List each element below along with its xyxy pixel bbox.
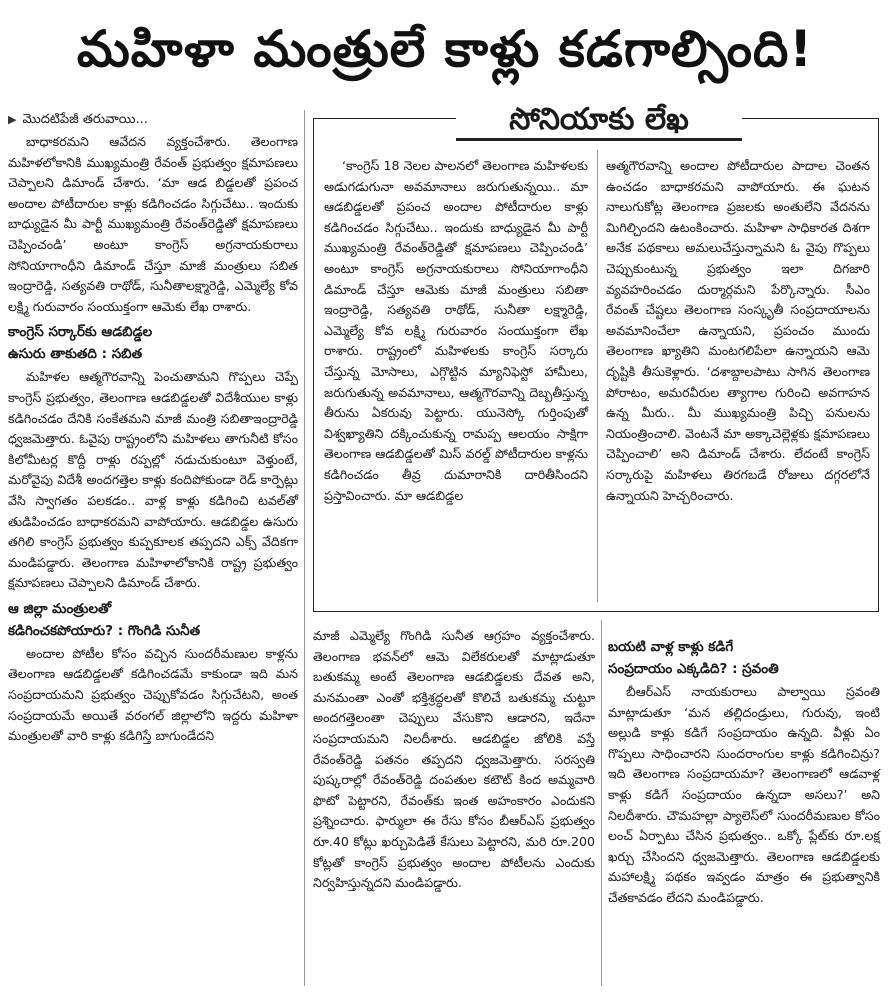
subhead-sunitha-line2: కడిగించకపోయారు? : గొంగిడి సునీత bbox=[8, 622, 201, 639]
right-lower-column bbox=[608, 632, 880, 909]
right-lower-paragraph: బీఆర్‌ఎస్ నాయకురాలు పాల్వాయి స్రవంతి మాట్లాడుతూ ‘మన తల్లిదండ్రులు, గురువు, ఇంటి అల్లుడి కాళ్లు కడిగే సంప్రదాయం ఉన్నది. వీళ్లు ఏం గొప్పలు సాధించారని సుందరాంగుల కాళ్లు కడిగించిన్రు? ఇది తెలంగాణ సంప్రదాయమా? తెలంగాణలో ఆడవాళ్ల కాళ్లు కడిగే సంప్రదాయం ఉన్నదా అసలు?’ అని నిలదీశారు. చౌమహల్లా ప్యాలెస్‌లో సుందరీమణుల కోసం లంచ్ ఏర్పాటు చేసిన ప్రభుత్వం.. ఒక్కో ప్లేట్‌కు రూ.లక్ష ఖర్చు చేసిందని ధ్వజమెత్తారు. తెలంగాణ ఆడబిడ్డలకు మహాలక్ష్మి పథకం ఇవ్వడం మాత్రం ఈ ప్రభుత్వానికి చేతకావడం లేదని మండిపడ్డారు. bbox=[608, 684, 880, 905]
box-title: సోనియాకు లేఖ bbox=[456, 100, 742, 140]
subhead-sravanthi-line2: సంప్రదాయం ఎక్కడిది? : స్రవంతి bbox=[608, 661, 779, 677]
subhead-sunitha bbox=[8, 598, 298, 642]
box-column-1 bbox=[324, 156, 588, 506]
middle-lower-paragraph: మాజీ ఎమ్మెల్యే గొంగిడి సునీత ఆగ్రహం వ్యక్తంచేశారు. తెలంగాణ భవన్‌లో ఆమె విలేకరులతో మాట్లాడుతూ బతుకమ్మ అంటే తెలంగాణ ఆడబిడ్డలకు దేవత అని, మనమంతా ఎంతో భక్తిశ్రద్ధలతో కొలిచే బతుకమ్మ చుట్టూ అందగత్తెలంతా చెప్పులు వేసుకొని ఆడారని, ఇదేనా సంప్రదాయమని నిలదీశారు. ఆడబిడ్డల జోలికి వస్తే రేవంత్‌రెడ్డి పతనం తప్పదని ధ్వజమెత్తారు. సరస్వతి పుష్కరాల్లో రేవంత్‌రెడ్డి దంపతుల కటౌట్ కింద అమ్మవారి ఫొటో పెట్టారని, రేవంత్‌కు ఇంత అహంకారం ఎందుకని ప్రశ్నించారు. ఫార్ములా ఈ రేసు కోసం బీఆర్‌ఎస్ ప్రభుత్వం రూ.40 కోట్లు ఖర్చుపెడితే కేసులు పెట్టారని, మరి రూ.200 కోట్లతో కాంగ్రెస్ ప్రభుత్వం అందాల పోటీలను ఎందుకు నిర్వహిస్తున్నదని మండిపడ్డారు. bbox=[313, 628, 595, 891]
subhead-sravanthi-line1: బయటి వాళ్ల కాళ్లు కడిగే bbox=[608, 639, 734, 655]
left-column bbox=[8, 132, 298, 747]
left-paragraph-sabitha: మహిళల ఆత్మగౌరవాన్ని పెంచుతామని గొప్పలు చెప్పే కాంగ్రెస్ ప్రభుత్వం, తెలంగాణ ఆడబిడ్డలతో విదేశీయుల కాళ్లు కడిగించడం దేనికి సంకేతమని మాజీ మంత్రి సబితాఇంద్రారెడ్డి ధ్వజమెత్తారు. ఓవైపు రాష్ట్రంలోని మహిళలు తాగునీటి కోసం కిలోమీటర్ల కొద్దీ రాళ్లు రప్పల్లో నడుచుకుంటూ వెళ్తుంటే, మరోవైపు విదేశీ అందగత్తెల కాళ్లు కందిపోకుండా రెడ్ కార్పెట్లు వేసి స్వాగతం పలకడం.. వాళ్ల కాళ్లు కడిగించి టవల్‌తో తుడిపించడం బాధాకరమని వాపోయారు. ఆడబిడ్డల ఉసురు తగిలి కాంగ్రెస్ ప్రభుత్వం కుప్పకూలక తప్పదని ఎక్స్ వేదికగా మండిపడ్డారు. తెలంగాణ మహిళాలోకానికి రాష్ట్ర ప్రభుత్వం క్షమాపణలు చెప్పాలని డిమాండ్ చేశారు. bbox=[8, 369, 298, 591]
kicker bbox=[8, 110, 148, 130]
subhead-sravanthi bbox=[608, 636, 880, 680]
left-paragraph-sunitha: అందాల పోటీల కోసం వచ్చిన సుందరీమణుల కాళ్లను తెలంగాణ ఆడబిడ్డలతో కడిగించడమే కాకుండా ఇది మన సంప్రదాయమని ప్రభుత్వం చెప్పుకోవడం సిగ్గుచేటని, అంత సంప్రదాయమే అయితే వరంగల్ జిల్లాలోని ఇద్దరు మహిళా మంత్రులతో వారి కాళ్లు కడిగిస్తే బాగుండేదని bbox=[8, 645, 298, 744]
subhead-sunitha-line1: ఆ జిల్లా మంత్రులతో bbox=[8, 600, 112, 617]
box-title-underline bbox=[456, 138, 742, 141]
kicker-text: మొదటిపేజీ తరువాయి... bbox=[22, 112, 148, 127]
box-column-2 bbox=[606, 156, 870, 506]
headline: మహిళా మంత్రులే కాళ్లు కడగాల్సింది! bbox=[76, 20, 814, 78]
subhead-sabitha-line1: కాంగ్రెస్ సర్కార్‌కు ఆడబిడ్డల bbox=[8, 324, 153, 341]
chevron-right-icon: ▶ bbox=[8, 113, 17, 126]
box-paragraph-2: ఆత్మగౌరవాన్ని అందాల పోటీదారుల పాదాల చెంతన ఉంచడం బాధాకరమని వాపోయారు. ఈ ఘటన నాలుగుకోట్ల తెలంగాణ ప్రజలకు అంతులేని వేదనను మిగిల్చిందని ఉటంకించారు. మహిళా సాధికారత దిశగా అనేక పథకాలు అమలుచేస్తున్నామని ఓ వైపు గొప్పలు చెప్పుకుంటున్న ప్రభుత్వం ఇలా దిగజారి వ్యవహరించడం దుర్మార్గమని పేర్కొన్నారు. సీఎం రేవంత్ చేష్టలు తెలంగాణ సంస్కృతీ సంప్రదాయాలను అవమానించేలా ఉన్నాయని, ప్రపంచం ముందు తెలంగాణ ఖ్యాతిని మంటగలిపేలా ఉన్నాయని ఆమె దృష్టికి తీసుకెళ్లారు. ‘దశాబ్దాలపాటు సాగిన తెలంగాణ పోరాటం, అమరవీరుల త్యాగాల గురించి అవగాహన ఉన్న మీరు.. మీ ముఖ్యమంత్రి పిచ్చి పనులను నియంత్రించాలి. వెంటనే మా అక్కాచెల్లెళ్లకు క్షమాపణలు చెప్పించాలి’ అని డిమాండ్ చేశారు. లేదంటే కాంగ్రెస్ సర్కారుపై మహిళలు తిరగబడే రోజులు దగ్గరలోనే ఉన్నాయని హెచ్చరించారు. bbox=[606, 158, 870, 503]
box-paragraph-1: ‘కాంగ్రెస్ 18 నెలల పాలనలో తెలంగాణ మహిళలకు అడుగడుగునా అవమానాలు జరుగుతున్నయి.. మా ఆడబిడ్డలతో ప్రపంచ అందాల పోటీదారుల కాళ్లు కడిగించడం సిగ్గుచేటు.. ఇందుకు బాధ్యుడైన మీ పార్టీ ముఖ్యమంత్రి రేవంత్‌రెడ్డితో క్షమాపణలు చెప్పించండి’ అంటూ కాంగ్రెస్ అగ్రనాయకురాలు సోనియాగాంధీని డిమాండ్ చేస్తూ ఆమెకు మాజీ మంత్రులు సబితా ఇంద్రారెడ్డి, సత్యవతి రాథోడ్, సునీతా లక్ష్మారెడ్డి, ఎమ్మెల్యే కోవ లక్ష్మి గురువారం సంయుక్తంగా లేఖ రాశారు. రాష్ట్రంలో మహిళలకు కాంగ్రెస్ సర్కారు చేస్తున్న మోసాలు, ఎగ్గొట్టిన మ్యానిఫెస్టో హామీలు, జరుగుతున్న అవమానాలు, ఆత్మగౌరవాన్ని దెబ్బతీస్తున్న తీరును ఏకరువు పెట్టారు. యునెస్కో గుర్తింపుతో విశ్వఖ్యాతిని దక్కించుకున్న రామప్ప ఆలయం సాక్షిగా తెలంగాణ ఆడబిడ్డలతో మిస్ వరల్డ్ పోటీదారుల కాళ్లను కడిగించడం తీవ్ర దుమారానికి దారితీసిందని ప్రస్తావించారు. మా ఆడబిడ్డల bbox=[324, 158, 588, 503]
middle-lower-column bbox=[313, 626, 595, 894]
subhead-sabitha-line2: ఉసురు తాకుతది : సబిత bbox=[8, 346, 143, 363]
column-divider-right bbox=[601, 620, 602, 986]
subhead-sabitha bbox=[8, 321, 298, 365]
box-column-divider bbox=[597, 150, 598, 602]
column-divider-left bbox=[304, 110, 305, 986]
left-intro-paragraph: బాధాకరమని ఆవేదన వ్యక్తంచేశారు. తెలంగాణ మహిళలోకానికి ముఖ్యమంత్రి రేవంత్ ప్రభుత్వం క్షమాపణలు చెప్పాలని డిమాండ్ చేశారు. ‘మా ఆడ బిడ్డలతో ప్రపంచ అందాల పోటీదారుల కాళ్లు కడిగించడం సిగ్గుచేటు.. ఇందుకు బాధ్యుడైన మీ పార్టీ ముఖ్యమంత్రి రేవంత్‌రెడ్డితో క్షమాపణలు చెప్పించండి’ అంటూ కాంగ్రెస్ అగ్రనాయకురాలు సోనియాగాంధీని డిమాండ్ చేస్తూ మాజీ మంత్రులు సబిత ఇంద్రారెడ్డి, సత్యవతి రాథోడ్, సునీతాలక్ష్మారెడ్డి, ఎమ్మెల్యే కోవ లక్ష్మి గురువారం సంయుక్తంగా ఆమెకు లేఖ రాశారు. bbox=[8, 134, 298, 314]
